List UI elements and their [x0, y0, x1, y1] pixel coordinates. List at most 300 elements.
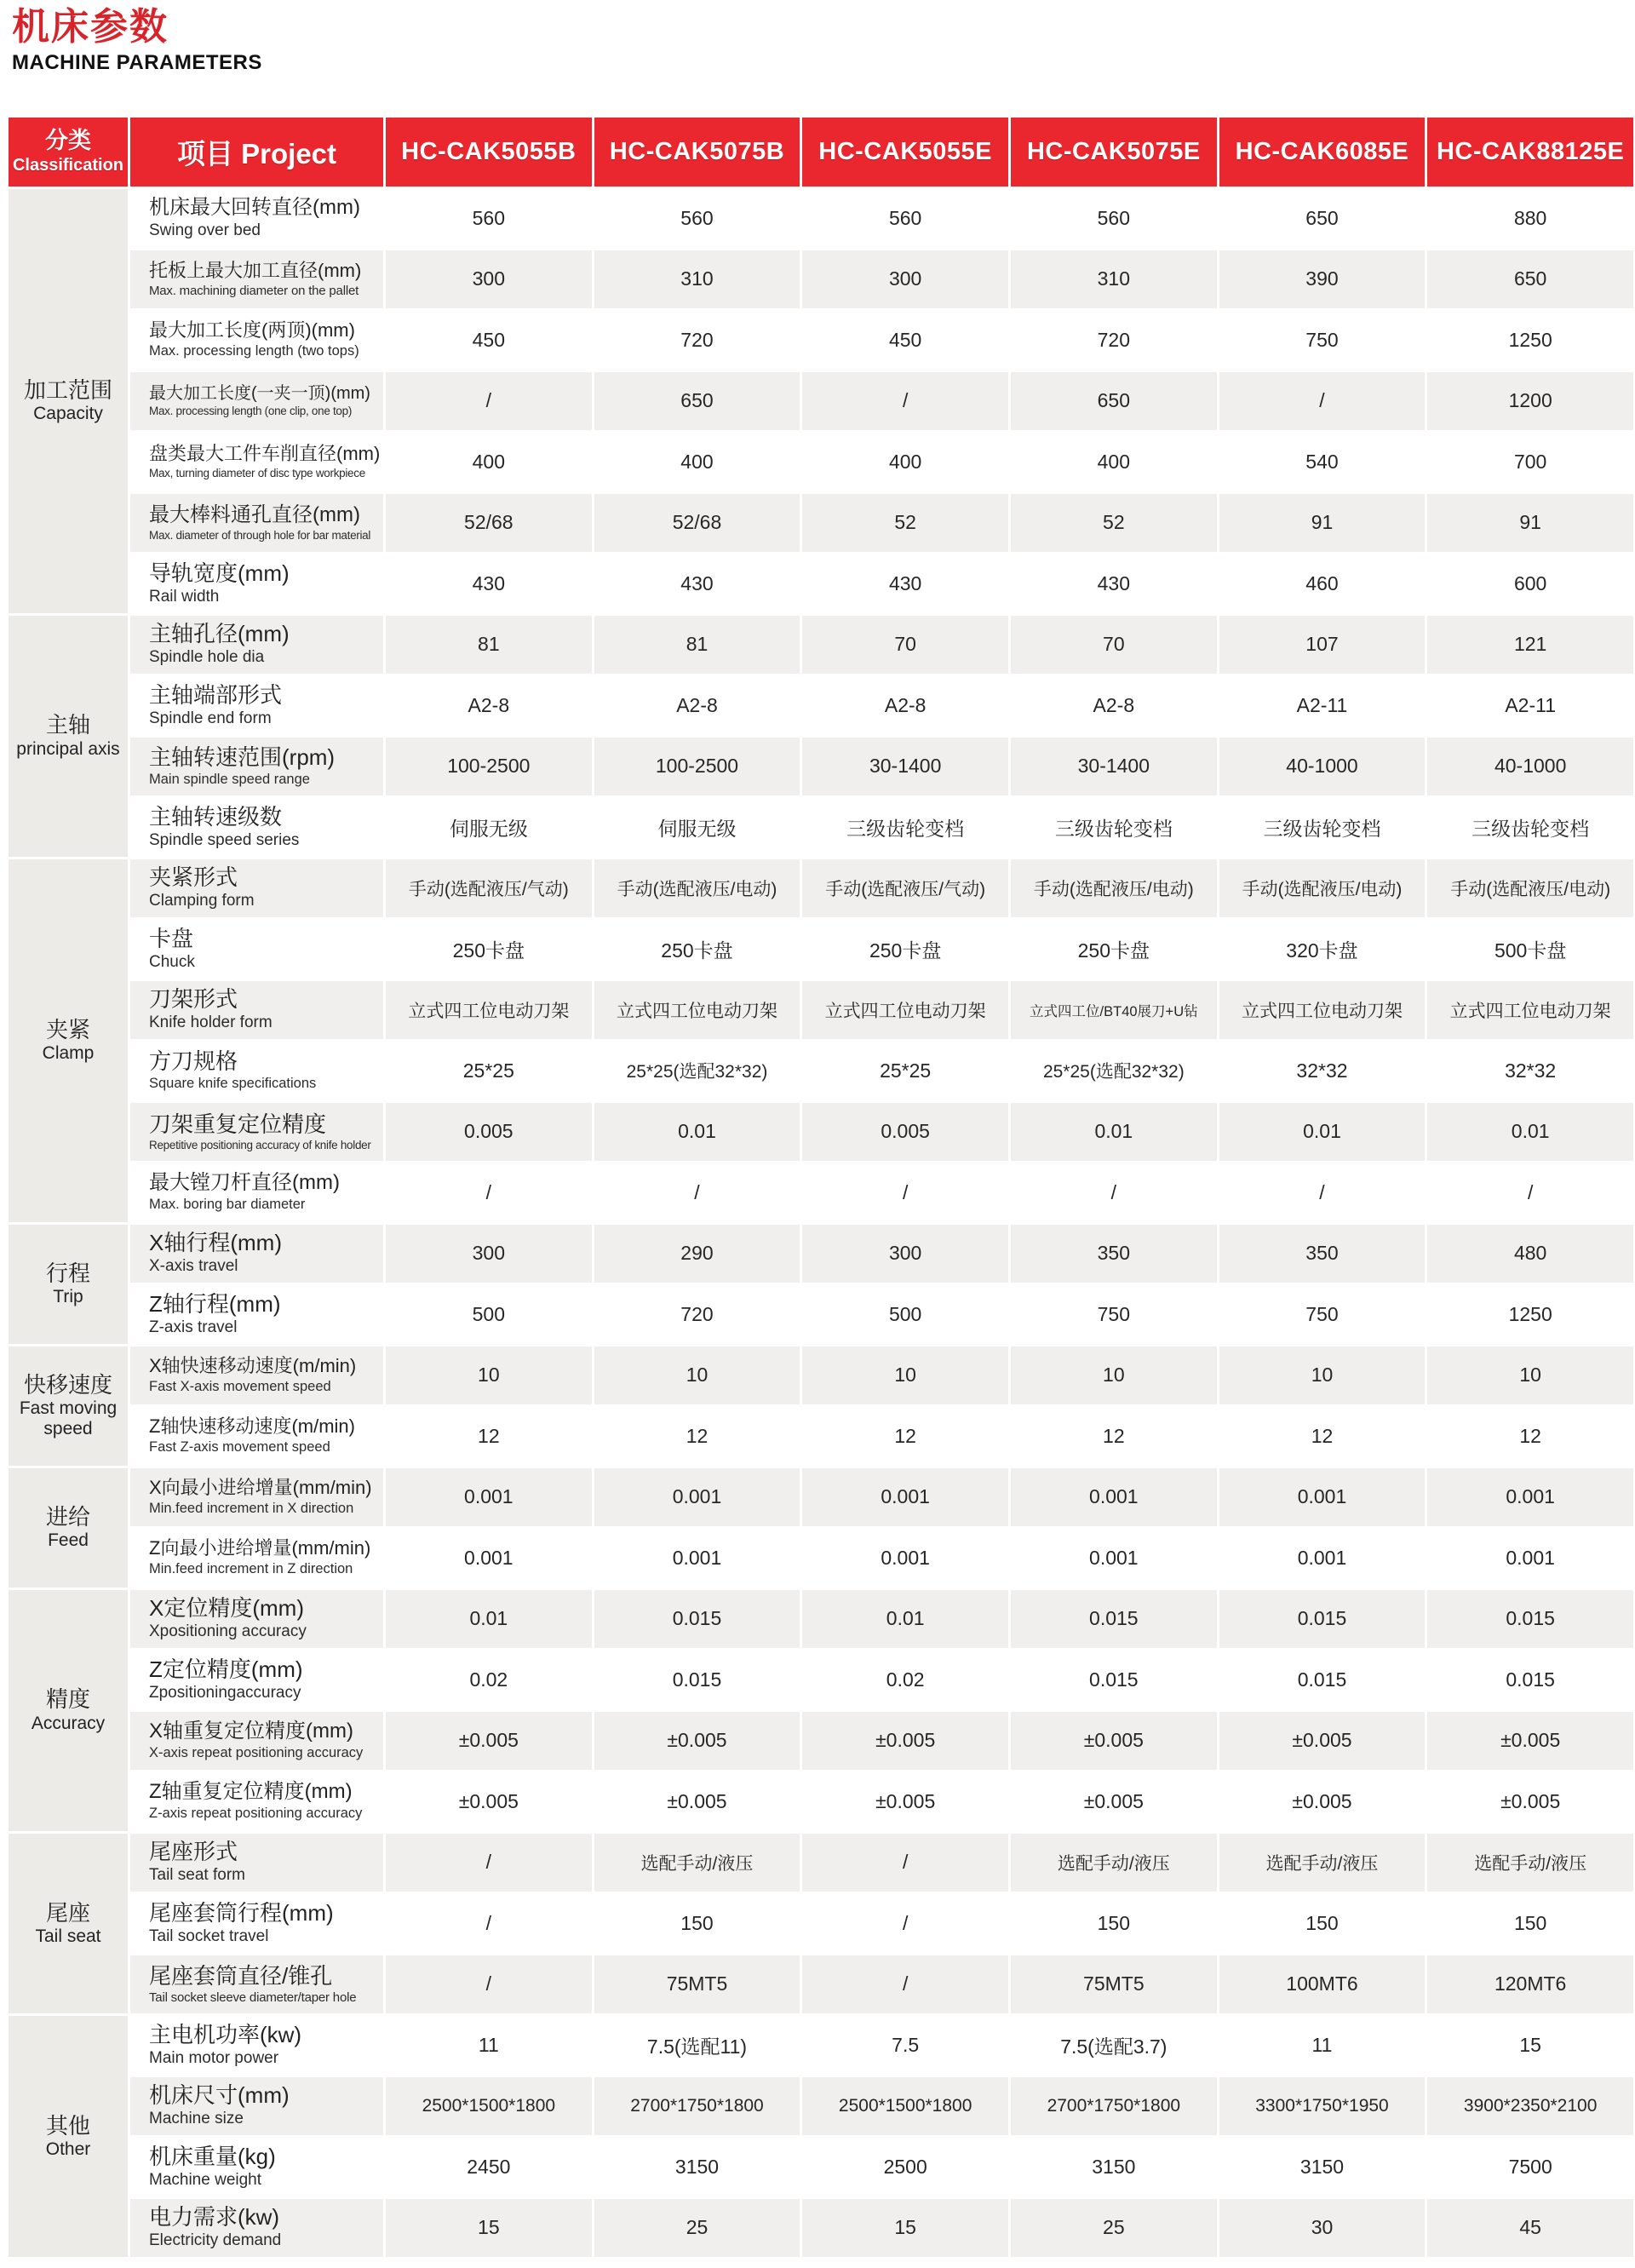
- param-label-zh: Z轴快速移动速度(m/min): [149, 1415, 355, 1438]
- param-value: 0.001: [802, 1529, 1008, 1588]
- param-label-zh: Z轴行程(mm): [149, 1290, 281, 1317]
- param-value: 40-1000: [1219, 738, 1426, 796]
- param-value: 0.005: [386, 1103, 592, 1162]
- param-value: 选配手动/液压: [594, 1834, 800, 1892]
- param-value: 7.5(选配3.7): [1011, 2016, 1217, 2075]
- param-value: 450: [802, 311, 1008, 370]
- param-value: 立式四工位电动刀架: [1427, 981, 1633, 1040]
- param-value: 立式四工位/BT40展刀+U钻: [1011, 981, 1217, 1040]
- param-value: 立式四工位电动刀架: [802, 981, 1008, 1040]
- param-value: 0.001: [594, 1468, 800, 1527]
- param-value: 3150: [594, 2138, 800, 2196]
- param-label-en: Max, turning diameter of disc type workpiece: [149, 467, 365, 480]
- param-value: 750: [1219, 1285, 1426, 1344]
- param-value: /: [802, 1894, 1008, 1953]
- param-value: 10: [802, 1346, 1008, 1405]
- param-label-trip-0: [130, 1225, 383, 1283]
- param-value: /: [1219, 1163, 1426, 1222]
- param-value: 0.001: [1427, 1529, 1633, 1588]
- param-value: 选配手动/液压: [1011, 1834, 1217, 1892]
- param-value: 7.5: [802, 2016, 1008, 2075]
- param-value: 720: [594, 1285, 800, 1344]
- param-label-trip-1: [130, 1285, 383, 1344]
- param-label-zh: X轴快速移动速度(m/min): [149, 1354, 357, 1376]
- classification-trip: [9, 1225, 128, 1344]
- param-value: /: [594, 1163, 800, 1222]
- param-label-en: Square knife specifications: [149, 1076, 317, 1092]
- header-model-6: HC-CAK88125E: [1427, 118, 1633, 187]
- param-value: 32*32: [1219, 1042, 1426, 1100]
- param-value: 25*25: [802, 1042, 1008, 1100]
- param-value: 300: [802, 1225, 1008, 1283]
- param-label-capacity-4: [130, 433, 383, 491]
- classification-principal-axis: [9, 616, 128, 857]
- param-label-principal-axis-2: [130, 738, 383, 796]
- param-label-zh: X定位精度(mm): [149, 1595, 304, 1622]
- param-value: /: [386, 372, 592, 431]
- param-value: 390: [1219, 250, 1426, 309]
- param-value: 650: [594, 372, 800, 431]
- param-value: 650: [1427, 250, 1633, 309]
- param-label-en: Tail socket sleeve diameter/taper hole: [149, 1990, 357, 2005]
- param-label-en: Max. boring bar diameter: [149, 1197, 306, 1213]
- param-value: 12: [1011, 1407, 1217, 1466]
- param-label-clamp-2: [130, 981, 383, 1040]
- param-value: 0.001: [1219, 1529, 1426, 1588]
- classification-label-zh: 其他: [45, 2112, 90, 2139]
- param-label-principal-axis-0: [130, 616, 383, 675]
- param-value: 11: [1219, 2016, 1426, 2075]
- param-label-en: Machine weight: [149, 2170, 262, 2189]
- header-model-3: HC-CAK5055E: [802, 118, 1008, 187]
- param-value: 600: [1427, 554, 1633, 613]
- param-value: 81: [594, 616, 800, 675]
- param-label-accuracy-2: [130, 1712, 383, 1771]
- header-model-5: HC-CAK6085E: [1219, 118, 1426, 187]
- param-value: 52/68: [594, 494, 800, 553]
- param-value: 立式四工位电动刀架: [594, 981, 800, 1040]
- param-label-zh: 电力需求(kw): [149, 2204, 280, 2231]
- param-value: 430: [594, 554, 800, 613]
- param-value: 300: [386, 250, 592, 309]
- param-value: 2450: [386, 2138, 592, 2196]
- param-label-en: Max. machining diameter on the pallet: [149, 283, 359, 298]
- param-value: 2500*1500*1800: [386, 2077, 592, 2136]
- param-label-accuracy-0: [130, 1590, 383, 1649]
- param-value: 手动(选配液压/电动): [594, 859, 800, 918]
- param-value: 0.015: [594, 1651, 800, 1709]
- param-value: 480: [1427, 1225, 1633, 1283]
- param-label-clamp-1: [130, 920, 383, 979]
- param-value: 7.5(选配11): [594, 2016, 800, 2075]
- param-value: 91: [1219, 494, 1426, 553]
- param-value: 手动(选配液压/电动): [1219, 859, 1426, 918]
- param-value: 15: [386, 2199, 592, 2258]
- param-value: 720: [1011, 311, 1217, 370]
- param-value: 150: [594, 1894, 800, 1953]
- param-value: 52: [802, 494, 1008, 553]
- machine-parameters-table: [9, 118, 1633, 2257]
- param-value: 2500*1500*1800: [802, 2077, 1008, 2136]
- param-value: 430: [802, 554, 1008, 613]
- param-label-capacity-5: [130, 494, 383, 553]
- param-value: ±0.005: [1427, 1772, 1633, 1831]
- param-label-capacity-3: [130, 372, 383, 431]
- param-label-tail-seat-1: [130, 1894, 383, 1953]
- param-value: 2500: [802, 2138, 1008, 2196]
- param-label-zh: 尾座套筒行程(mm): [149, 1899, 334, 1926]
- param-value: 手动(选配液压/电动): [1011, 859, 1217, 918]
- param-value: 12: [1427, 1407, 1633, 1466]
- param-value: 75MT5: [594, 1955, 800, 2014]
- classification-label-en: Clamp: [42, 1043, 95, 1064]
- param-value: 70: [1011, 616, 1217, 675]
- param-label-zh: X向最小进给增量(mm/min): [149, 1476, 372, 1498]
- param-value: 30: [1219, 2199, 1426, 2258]
- header-model-2: HC-CAK5075B: [594, 118, 800, 187]
- param-value: 250卡盘: [802, 920, 1008, 979]
- param-label-en: Z-axis travel: [149, 1318, 238, 1336]
- param-label-accuracy-1: [130, 1651, 383, 1709]
- param-value: /: [1427, 1163, 1633, 1222]
- param-label-zh: 托板上最大加工直径(mm): [149, 259, 362, 281]
- param-value: ±0.005: [386, 1772, 592, 1831]
- header-project: 项目 Project: [130, 118, 383, 187]
- param-value: A2-8: [802, 676, 1008, 735]
- param-value: 150: [1011, 1894, 1217, 1953]
- param-value: ±0.005: [386, 1712, 592, 1771]
- classification-label-en: Fast moving speed: [19, 1398, 118, 1439]
- classification-label-en: Other: [45, 2139, 91, 2160]
- param-label-en: Max. diameter of through hole for bar material: [149, 528, 371, 542]
- param-value: 15: [1427, 2016, 1633, 2075]
- param-value: 560: [1011, 189, 1217, 248]
- param-value: 81: [386, 616, 592, 675]
- page-title-block: [12, 7, 262, 75]
- param-value: 400: [594, 433, 800, 491]
- classification-label-zh: 进给: [45, 1503, 90, 1530]
- param-value: 1250: [1427, 1285, 1633, 1344]
- param-value: 10: [386, 1346, 592, 1405]
- param-value: ±0.005: [802, 1712, 1008, 1771]
- param-label-en: Main motor power: [149, 2048, 279, 2067]
- param-label-en: Swing over bed: [149, 221, 261, 239]
- param-value: 0.015: [1011, 1651, 1217, 1709]
- param-value: 250卡盘: [386, 920, 592, 979]
- param-value: 0.001: [386, 1529, 592, 1588]
- param-value: A2-8: [594, 676, 800, 735]
- param-value: /: [802, 1163, 1008, 1222]
- param-value: 25*25(选配32*32): [594, 1042, 800, 1100]
- param-value: 0.02: [386, 1651, 592, 1709]
- param-value: 0.015: [1011, 1590, 1217, 1649]
- param-value: 91: [1427, 494, 1633, 553]
- param-value: 0.001: [1219, 1468, 1426, 1527]
- param-value: 三级齿轮变档: [1011, 798, 1217, 857]
- param-label-fast-moving-speed-1: [130, 1407, 383, 1466]
- param-label-tail-seat-2: [130, 1955, 383, 2014]
- header-classification-zh: 分类: [45, 128, 91, 154]
- param-value: ±0.005: [1219, 1772, 1426, 1831]
- param-label-zh: 机床尺寸(mm): [149, 2082, 290, 2109]
- param-value: 250卡盘: [1011, 920, 1217, 979]
- param-label-en: Xpositioning accuracy: [149, 1622, 307, 1641]
- classification-label-zh: 加工范围: [23, 377, 112, 404]
- param-value: 560: [386, 189, 592, 248]
- param-value: 100MT6: [1219, 1955, 1426, 2014]
- param-value: 500: [386, 1285, 592, 1344]
- param-value: 1200: [1427, 372, 1633, 431]
- param-label-zh: Z定位精度(mm): [149, 1656, 303, 1682]
- param-value: 12: [1219, 1407, 1426, 1466]
- classification-label-zh: 主轴: [45, 712, 90, 738]
- param-label-clamp-0: [130, 859, 383, 918]
- classification-accuracy: [9, 1590, 128, 1831]
- param-value: 400: [386, 433, 592, 491]
- classification-fast-moving-speed: [9, 1346, 128, 1466]
- param-label-clamp-5: [130, 1163, 383, 1222]
- param-label-en: Tail socket travel: [149, 1926, 269, 1945]
- param-value: 0.015: [1219, 1651, 1426, 1709]
- param-value: 0.01: [1011, 1103, 1217, 1162]
- param-value: 310: [594, 250, 800, 309]
- param-label-other-0: [130, 2016, 383, 2075]
- param-value: /: [386, 1834, 592, 1892]
- param-value: 10: [1219, 1346, 1426, 1405]
- param-value: 12: [802, 1407, 1008, 1466]
- param-value: 11: [386, 2016, 592, 2075]
- param-value: 10: [1011, 1346, 1217, 1405]
- param-value: ±0.005: [802, 1772, 1008, 1831]
- param-value: ±0.005: [594, 1712, 800, 1771]
- classification-label-zh: 行程: [45, 1260, 90, 1286]
- param-value: A2-11: [1219, 676, 1426, 735]
- param-value: A2-8: [386, 676, 592, 735]
- param-label-en: Knife holder form: [149, 1013, 272, 1032]
- param-label-zh: 最大镗刀杆直径(mm): [149, 1171, 340, 1195]
- param-value: 0.02: [802, 1651, 1008, 1709]
- param-value: 0.001: [1427, 1468, 1633, 1527]
- param-label-principal-axis-1: [130, 676, 383, 735]
- param-value: ±0.005: [1011, 1712, 1217, 1771]
- classification-tail-seat: [9, 1834, 128, 2014]
- param-value: 0.01: [594, 1103, 800, 1162]
- param-value: 选配手动/液压: [1427, 1834, 1633, 1892]
- param-value: /: [1011, 1163, 1217, 1222]
- classification-label-zh: 夹紧: [45, 1016, 90, 1042]
- param-value: 150: [1427, 1894, 1633, 1953]
- param-value: 700: [1427, 433, 1633, 491]
- param-label-zh: 盘类最大工件车削直径(mm): [149, 443, 381, 465]
- param-label-accuracy-3: [130, 1772, 383, 1831]
- param-label-principal-axis-3: [130, 798, 383, 857]
- param-label-en: Spindle end form: [149, 709, 272, 727]
- param-value: 立式四工位电动刀架: [386, 981, 592, 1040]
- param-value: 400: [1011, 433, 1217, 491]
- param-label-zh: 导轨宽度(mm): [149, 560, 290, 586]
- param-value: 100-2500: [594, 738, 800, 796]
- param-label-en: Spindle hole dia: [149, 648, 265, 667]
- param-value: 30-1400: [802, 738, 1008, 796]
- param-label-en: X-axis travel: [149, 1257, 238, 1276]
- param-label-en: Fast X-axis movement speed: [149, 1378, 331, 1394]
- param-label-en: Spindle speed series: [149, 830, 300, 849]
- param-value: 0.001: [386, 1468, 592, 1527]
- param-label-en: Clamping form: [149, 892, 255, 910]
- param-label-en: Zpositioningaccuracy: [149, 1683, 301, 1702]
- header-classification-en: Classification: [12, 155, 124, 175]
- param-label-en: Chuck: [149, 952, 195, 971]
- param-value: 30-1400: [1011, 738, 1217, 796]
- param-value: 0.001: [1011, 1468, 1217, 1527]
- param-value: 0.001: [1011, 1529, 1217, 1588]
- param-label-zh: 最大棒料通孔直径(mm): [149, 502, 360, 526]
- param-value: 650: [1011, 372, 1217, 431]
- param-value: 450: [386, 311, 592, 370]
- param-value: 手动(选配液压/电动): [1427, 859, 1633, 918]
- param-value: 52/68: [386, 494, 592, 553]
- param-label-en: Min.feed increment in Z direction: [149, 1561, 353, 1577]
- param-label-zh: 主轴转速范围(rpm): [149, 744, 336, 770]
- param-value: 500卡盘: [1427, 920, 1633, 979]
- param-label-zh: 尾座套筒直径/锥孔: [149, 1962, 333, 1989]
- param-value: 手动(选配液压/气动): [802, 859, 1008, 918]
- classification-label-en: Accuracy: [31, 1713, 106, 1733]
- classification-label-en: Capacity: [33, 404, 103, 424]
- classification-clamp: [9, 859, 128, 1222]
- param-label-en: Machine size: [149, 2110, 244, 2128]
- param-value: /: [802, 1834, 1008, 1892]
- param-value: /: [802, 1955, 1008, 2014]
- param-value: 32*32: [1427, 1042, 1633, 1100]
- param-value: 150: [1219, 1894, 1426, 1953]
- param-label-zh: 夹紧形式: [149, 864, 238, 891]
- classification-label-en: principal axis: [16, 738, 120, 759]
- param-value: /: [386, 1163, 592, 1222]
- param-value: 430: [1011, 554, 1217, 613]
- param-value: ±0.005: [1219, 1712, 1426, 1771]
- param-label-zh: X轴行程(mm): [149, 1230, 282, 1256]
- param-value: 15: [802, 2199, 1008, 2258]
- header-classification: [9, 118, 128, 187]
- param-label-en: Main spindle speed range: [149, 771, 310, 787]
- param-value: 3150: [1011, 2138, 1217, 2196]
- param-label-zh: X轴重复定位精度(mm): [149, 1719, 353, 1743]
- param-label-zh: 机床重量(kg): [149, 2143, 276, 2169]
- classification-feed: [9, 1468, 128, 1588]
- param-label-en: Electricity demand: [149, 2231, 282, 2250]
- param-label-zh: 主电机功率(kw): [149, 2021, 302, 2047]
- param-value: 10: [1427, 1346, 1633, 1405]
- param-value: 0.015: [1427, 1651, 1633, 1709]
- param-value: 选配手动/液压: [1219, 1834, 1426, 1892]
- param-value: 0.01: [802, 1590, 1008, 1649]
- param-value: 三级齿轮变档: [1427, 798, 1633, 857]
- param-value: 290: [594, 1225, 800, 1283]
- param-value: 720: [594, 311, 800, 370]
- classification-label-en: Feed: [48, 1530, 89, 1551]
- param-value: 0.001: [594, 1529, 800, 1588]
- param-value: 3300*1750*1950: [1219, 2077, 1426, 2136]
- param-value: 400: [802, 433, 1008, 491]
- classification-other: [9, 2016, 128, 2257]
- classification-capacity: [9, 189, 128, 613]
- classification-label-zh: 快移速度: [23, 1371, 112, 1398]
- param-value: 25: [594, 2199, 800, 2258]
- param-value: 500: [802, 1285, 1008, 1344]
- param-label-zh: 机床最大回转直径(mm): [149, 195, 360, 219]
- classification-label-zh: 精度: [45, 1686, 90, 1713]
- param-value: 0.015: [594, 1590, 800, 1649]
- param-label-feed-1: [130, 1529, 383, 1588]
- param-value: /: [386, 1955, 592, 2014]
- param-value: 750: [1219, 311, 1426, 370]
- param-label-tail-seat-0: [130, 1834, 383, 1892]
- param-label-capacity-2: [130, 311, 383, 370]
- classification-label-en: Trip: [53, 1287, 83, 1307]
- param-label-zh: 主轴转速级数: [149, 803, 283, 830]
- param-value: 45: [1427, 2199, 1633, 2258]
- param-value: 伺服无级: [386, 798, 592, 857]
- param-value: 430: [386, 554, 592, 613]
- param-label-other-2: [130, 2138, 383, 2196]
- param-value: ±0.005: [1011, 1772, 1217, 1831]
- param-value: 3150: [1219, 2138, 1426, 2196]
- param-value: 300: [802, 250, 1008, 309]
- param-value: 560: [594, 189, 800, 248]
- param-value: 0.005: [802, 1103, 1008, 1162]
- param-label-capacity-0: [130, 189, 383, 248]
- param-label-en: Min.feed increment in X direction: [149, 1500, 354, 1516]
- param-value: 460: [1219, 554, 1426, 613]
- param-value: 0.015: [1219, 1590, 1426, 1649]
- param-label-other-3: [130, 2199, 383, 2258]
- param-label-feed-0: [130, 1468, 383, 1527]
- param-label-zh: 最大加工长度(一夹一顶)(mm): [149, 384, 370, 404]
- param-value: 320卡盘: [1219, 920, 1426, 979]
- param-value: 7500: [1427, 2138, 1633, 2196]
- param-value: 25*25: [386, 1042, 592, 1100]
- param-label-zh: 刀架形式: [149, 986, 238, 1013]
- param-label-zh: 刀架重复定位精度: [149, 1111, 327, 1137]
- param-value: 1250: [1427, 311, 1633, 370]
- param-label-en: Max. processing length (one clip, one top): [149, 405, 353, 418]
- param-value: 0.015: [1427, 1590, 1633, 1649]
- param-label-zh: 卡盘: [149, 925, 194, 951]
- param-label-en: Tail seat form: [149, 1866, 245, 1885]
- param-label-en: Max. processing length (two tops): [149, 343, 359, 359]
- param-value: 52: [1011, 494, 1217, 553]
- param-value: 880: [1427, 189, 1633, 248]
- param-value: 107: [1219, 616, 1426, 675]
- param-value: 100-2500: [386, 738, 592, 796]
- param-value: 手动(选配液压/气动): [386, 859, 592, 918]
- param-value: 2700*1750*1800: [594, 2077, 800, 2136]
- param-value: 三级齿轮变档: [802, 798, 1008, 857]
- param-label-zh: 方刀规格: [149, 1048, 238, 1075]
- header-model-4: HC-CAK5075E: [1011, 118, 1217, 187]
- param-value: A2-11: [1427, 676, 1633, 735]
- param-label-en: Rail width: [149, 587, 220, 606]
- param-value: 300: [386, 1225, 592, 1283]
- param-value: 120MT6: [1427, 1955, 1633, 2014]
- param-value: /: [1219, 372, 1426, 431]
- param-value: 350: [1219, 1225, 1426, 1283]
- param-value: 40-1000: [1427, 738, 1633, 796]
- param-value: 750: [1011, 1285, 1217, 1344]
- param-value: ±0.005: [594, 1772, 800, 1831]
- param-value: 25*25(选配32*32): [1011, 1042, 1217, 1100]
